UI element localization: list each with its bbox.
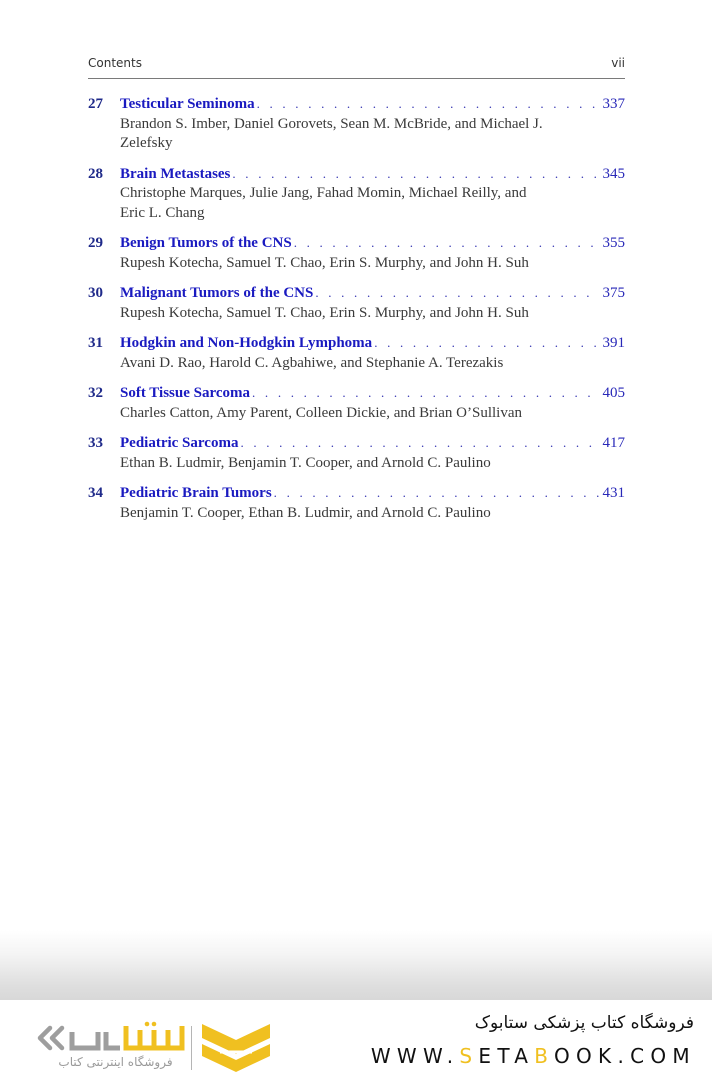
url-accent-letter: B [534, 1044, 554, 1068]
chapter-authors: Rupesh Kotecha, Samuel T. Chao, Erin S. Murphy, and John H. Suh [120, 254, 529, 271]
page-bottom-shadow [0, 930, 712, 1000]
chapter-number: 27 [88, 96, 103, 112]
chapter-title-link[interactable]: Pediatric Sarcoma [120, 435, 239, 451]
chapter-page-link[interactable]: 405 [602, 385, 625, 401]
chapter-page-link[interactable]: 337 [602, 96, 625, 112]
chapter-page-link[interactable]: 355 [602, 235, 625, 251]
dot-leader [274, 483, 599, 503]
toc-entry[interactable] [88, 433, 625, 473]
chapter-number: 30 [88, 285, 103, 301]
toc-entry[interactable] [88, 283, 625, 323]
chapter-number: 31 [88, 335, 103, 351]
url-part: OOK.COM [553, 1044, 696, 1068]
chapter-authors: Ethan B. Ludmir, Benjamin T. Cooper, and Arnold C. Paulino [120, 454, 491, 471]
setabook-wordmark-icon [36, 1020, 186, 1056]
chapter-authors: Avani D. Rao, Harold C. Agbahiwe, and Stephanie A. Terezakis [120, 354, 504, 371]
chapter-number: 33 [88, 435, 103, 451]
header-rule [88, 78, 625, 79]
toc-entry[interactable] [88, 233, 625, 273]
store-url-link[interactable] [371, 1044, 696, 1068]
chapter-title-link[interactable]: Testicular Seminoma [120, 96, 255, 112]
chapter-number: 34 [88, 485, 103, 501]
chapter-title-link[interactable]: Brain Metastases [120, 165, 231, 182]
toc-entry[interactable] [88, 333, 625, 373]
toc-entry[interactable] [88, 164, 625, 224]
dot-leader [374, 333, 598, 353]
chapter-page-link[interactable]: 431 [602, 485, 625, 501]
logo-tagline: فروشگاه اینترنتی کتاب [58, 1055, 173, 1069]
running-head [88, 56, 625, 76]
chapter-title-link[interactable]: Hodgkin and Non-Hodgkin Lymphoma [120, 335, 373, 351]
chapter-title-link[interactable]: Pediatric Brain Tumors [120, 485, 272, 501]
store-name: فروشگاه کتاب پزشکی ستابوک [474, 1013, 694, 1033]
chapter-title-link[interactable]: Benign Tumors of the CNS [120, 235, 292, 251]
dot-leader [252, 383, 598, 403]
chapter-authors: Benjamin T. Cooper, Ethan B. Ludmir, and Arnold C. Paulino [120, 504, 491, 521]
watermark-banner [0, 1000, 712, 1079]
chapter-number: 28 [88, 165, 103, 182]
dot-leader [240, 433, 598, 453]
chapter-number: 29 [88, 235, 103, 251]
url-part: WWW. [370, 1044, 460, 1068]
chapter-title-link[interactable]: Soft Tissue Sarcoma [120, 385, 251, 401]
table-of-contents [88, 94, 625, 533]
chapter-page-link[interactable]: 391 [602, 335, 625, 351]
chapter-authors: Charles Catton, Amy Parent, Colleen Dickie, and Brian O’Sullivan [120, 404, 523, 421]
url-part: ETA [478, 1044, 535, 1068]
toc-entry[interactable] [88, 383, 625, 423]
chapter-number: 32 [88, 385, 103, 401]
chapter-page-link[interactable]: 417 [602, 435, 625, 451]
chapter-page-link[interactable]: 375 [602, 285, 625, 301]
chapter-authors: Christophe Marques, Julie Jang, Fahad Momin, Michael Reilly, and Eric L. Chang [120, 185, 527, 221]
chapter-page-link[interactable]: 345 [602, 165, 625, 182]
chapter-title-link[interactable]: Malignant Tumors of the CNS [120, 285, 314, 301]
chapter-authors: Rupesh Kotecha, Samuel T. Chao, Erin S. Murphy, and John H. Suh [120, 304, 529, 321]
chapter-authors: Brandon S. Imber, Daniel Gorovets, Sean M. McBride, and Michael J. Zelefsky [120, 115, 543, 151]
dot-leader [232, 164, 598, 184]
dot-leader [257, 94, 599, 114]
dot-leader [315, 283, 598, 303]
logo-divider [191, 1026, 192, 1070]
setabook-chevron-logo-icon [200, 1022, 272, 1074]
running-title: Contents [88, 56, 142, 70]
toc-entry[interactable] [88, 94, 625, 154]
url-accent-letter: S [459, 1044, 479, 1068]
page-folio: vii [611, 56, 625, 70]
toc-entry[interactable] [88, 483, 625, 523]
dot-leader [294, 233, 599, 253]
